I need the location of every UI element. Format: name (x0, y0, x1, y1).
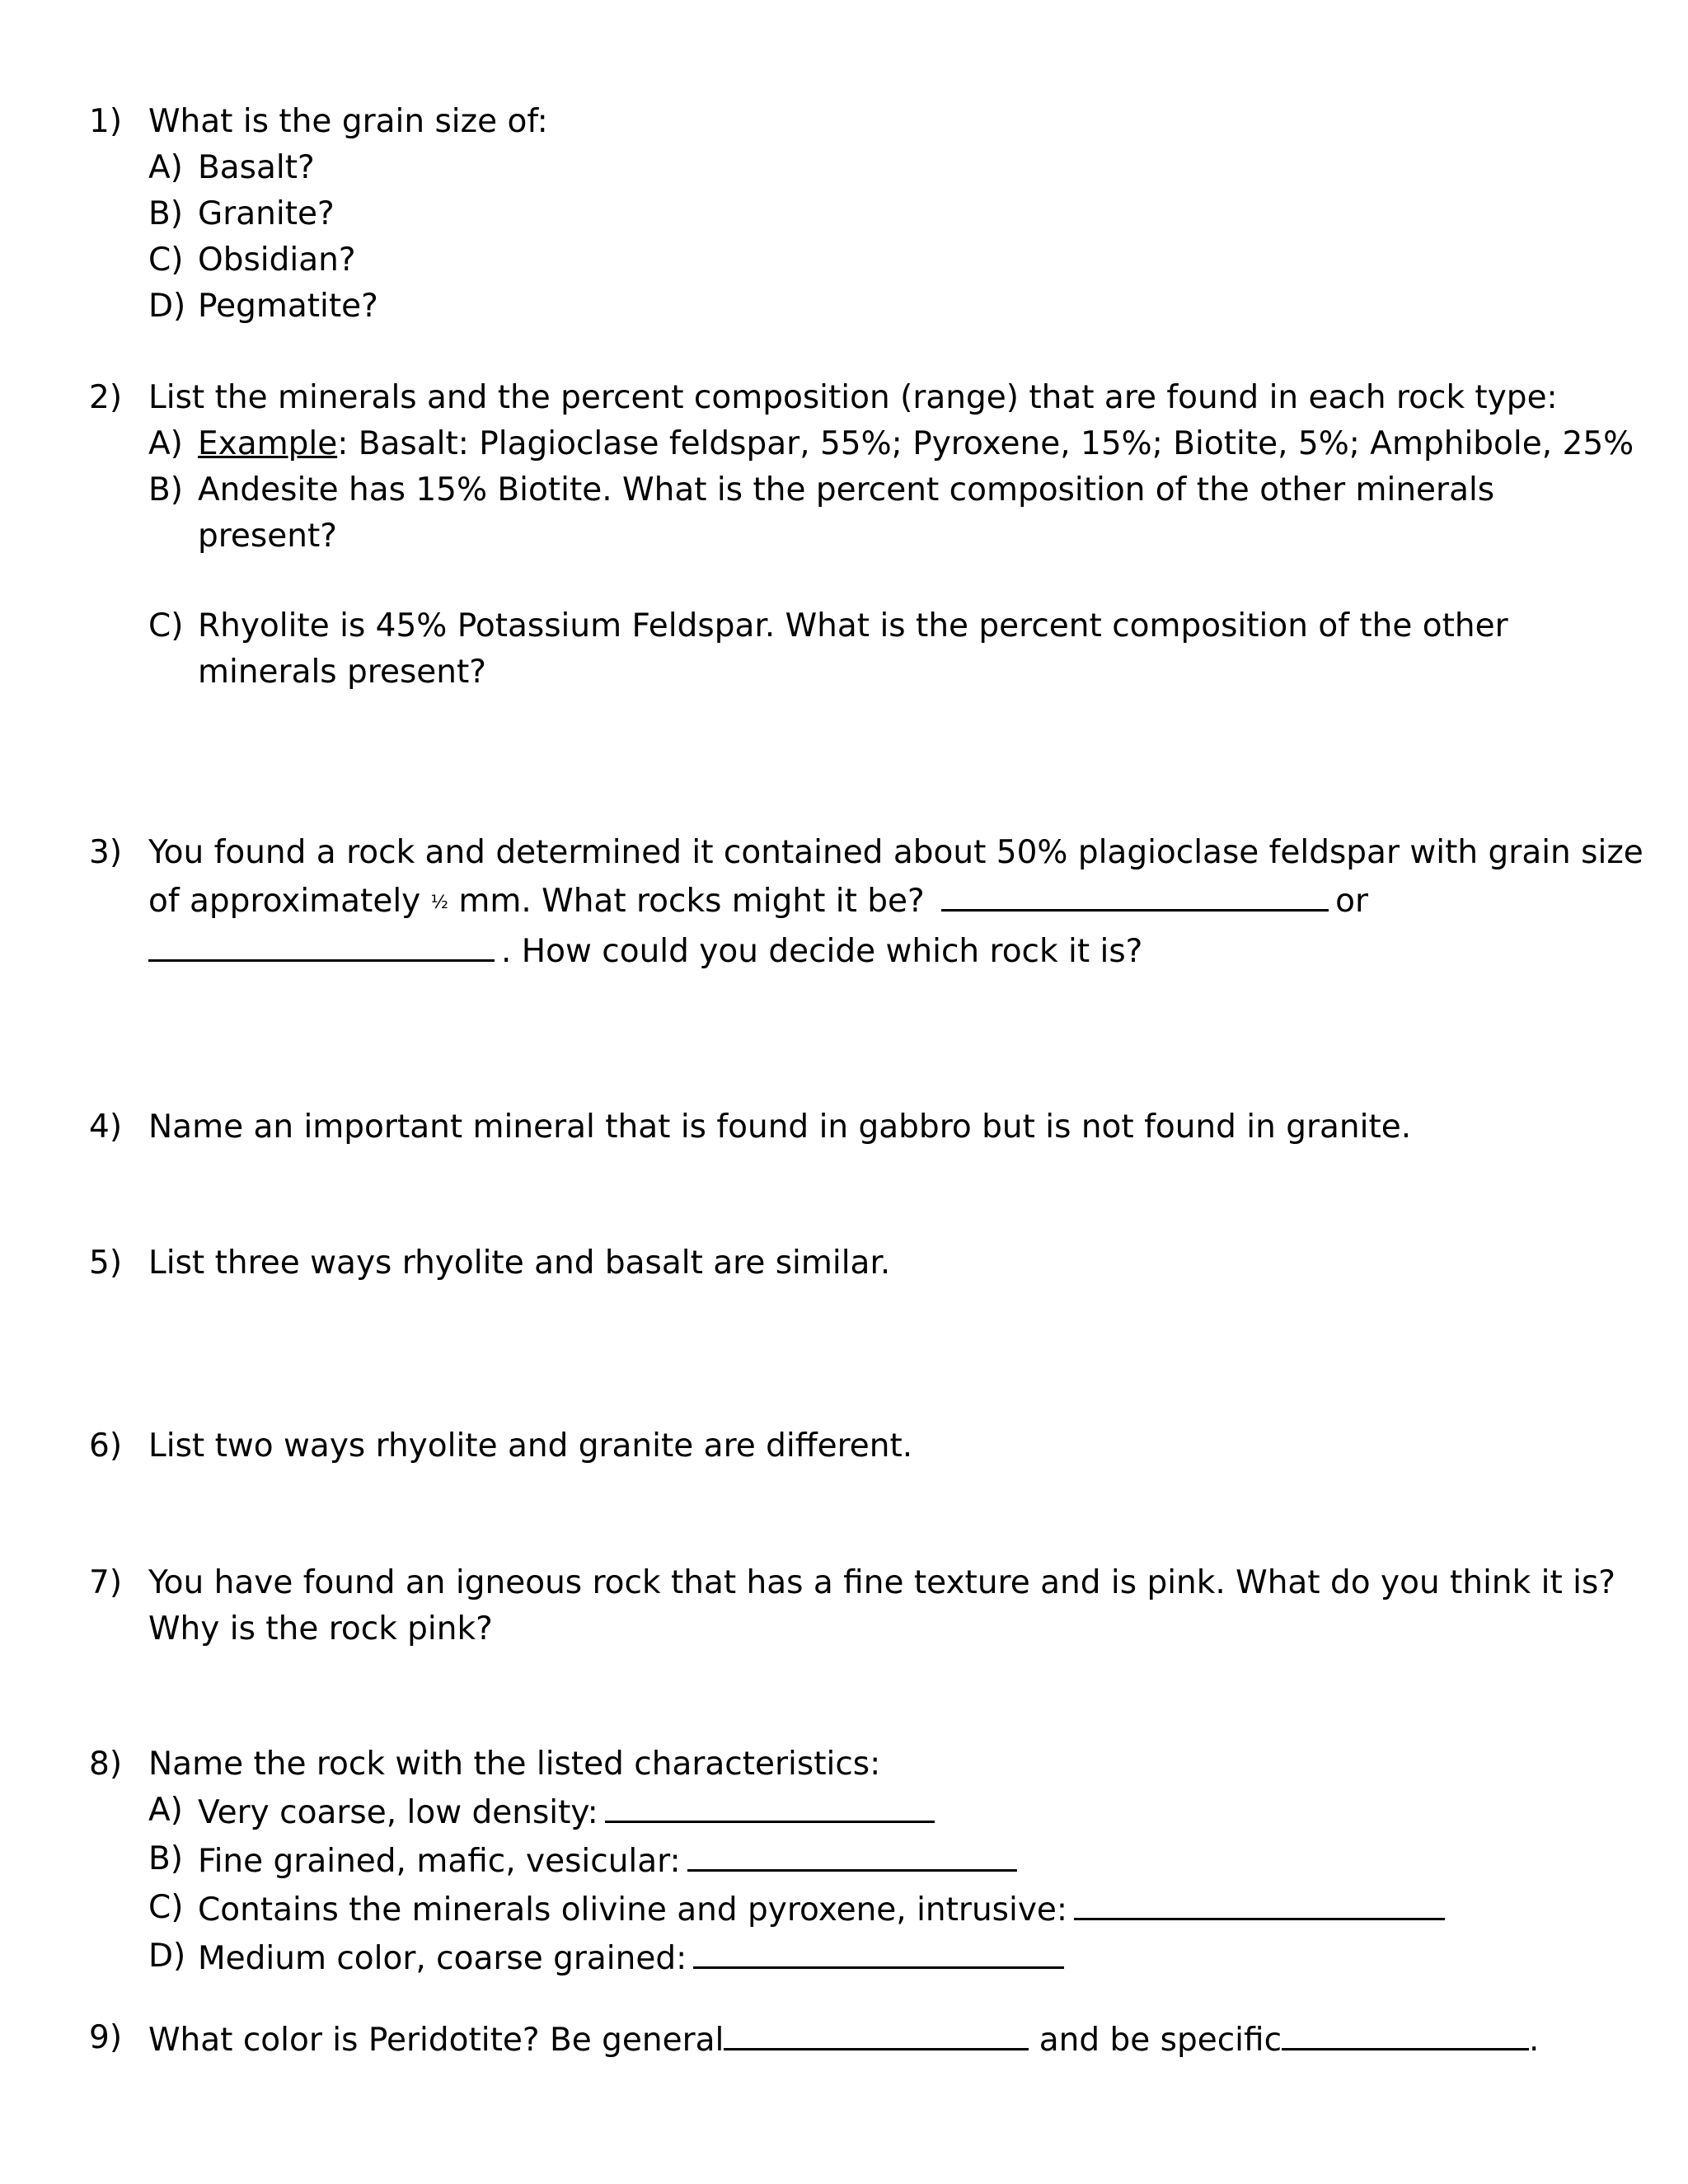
answer-blank[interactable] (724, 2015, 1029, 2050)
question-prompt: Name the rock with the listed characteristics: (148, 1746, 881, 1783)
list-item: B) Fine grained, mafic, vesicular: (148, 1836, 1632, 1885)
list-item: D) Pegmatite? (148, 288, 378, 325)
list-item-continuation: minerals present? (198, 654, 486, 691)
answer-blank[interactable] (941, 876, 1329, 912)
answer-blank[interactable] (1282, 2015, 1529, 2050)
list-item: A) Example: Basalt: Plagioclase feldspar, 55%; Pyroxene, 15%; Biotite, 5%; Amphibole, 25% (148, 425, 1634, 462)
fraction: ½ (430, 893, 448, 913)
answer-blank[interactable] (148, 926, 495, 962)
list-item: A) Basalt? (148, 149, 315, 186)
list-item: C) Contains the minerals olivine and pyroxene, intrusive: (148, 1885, 1632, 1933)
list-item: D) Medium color, coarse grained: (148, 1933, 1632, 1982)
question-text: List two ways rhyolite and granite are different. (148, 1427, 913, 1465)
list-item: B) Granite? (148, 195, 335, 232)
question-number: 7) (89, 1564, 123, 1601)
question-prompt: List the minerals and the percent composition (range) that are found in each rock type: (148, 379, 1558, 416)
question-number: 1) (89, 103, 123, 140)
question-text: List three ways rhyolite and basalt are similar. (148, 1244, 891, 1282)
answer-blank[interactable] (1074, 1885, 1445, 1920)
answer-blank[interactable] (605, 1788, 935, 1823)
list-item: A) Very coarse, low density: (148, 1788, 1632, 1836)
question-text: You found a rock and determined it contained about 50% plagioclase feldspar with grain size (148, 834, 1643, 871)
question-number: 5) (89, 1244, 123, 1282)
question-text: Name an important mineral that is found in gabbro but is not found in granite. (148, 1108, 1412, 1146)
question-text: . How could you decide which rock it is? (148, 926, 1632, 975)
question-text: What color is Peridotite? Be general and be specific . (148, 2015, 1632, 2064)
example-label: Example (198, 425, 338, 462)
question-number: 3) (89, 834, 123, 871)
question-number: 8) (89, 1746, 123, 1783)
answer-blank[interactable] (693, 1933, 1064, 1969)
answer-blank[interactable] (687, 1836, 1017, 1872)
question-prompt: What is the grain size of: (148, 103, 548, 140)
question-number: 2) (89, 379, 123, 416)
list-item: B) Andesite has 15% Biotite. What is the percent composition of the other minerals (148, 471, 1495, 509)
question-text: of approximately ½ mm. What rocks might it be? or (148, 876, 1632, 926)
question-number: 9) (89, 2019, 123, 2056)
question-number: 4) (89, 1108, 123, 1146)
question-text: Why is the rock pink? (148, 1610, 493, 1647)
question-text: You have found an igneous rock that has a fine texture and is pink. What do you think it is? (148, 1564, 1615, 1601)
question-number: 6) (89, 1427, 123, 1465)
list-item: C) Rhyolite is 45% Potassium Feldspar. What is the percent composition of the other (148, 607, 1508, 644)
list-item-continuation: present? (198, 518, 337, 555)
list-item: C) Obsidian? (148, 241, 356, 279)
